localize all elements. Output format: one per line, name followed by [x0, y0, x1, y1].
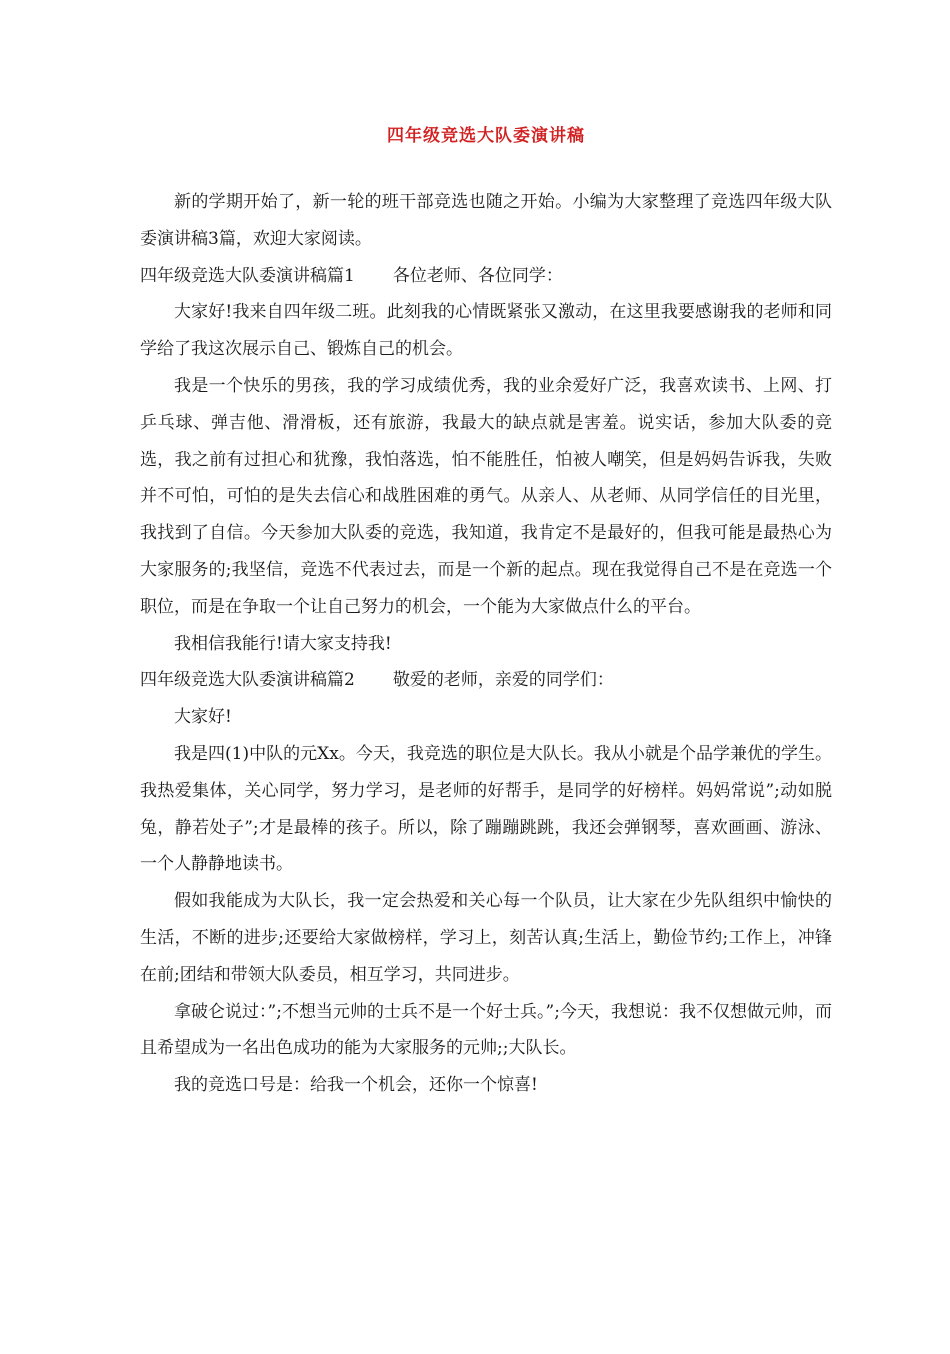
speech2-heading: 四年级竞选大队委演讲稿篇2: [140, 670, 355, 691]
speech2-salutation: 敬爱的老师，亲爱的同学们：: [392, 670, 614, 691]
intro-paragraph: 新的学期开始了，新一轮的班干部竞选也随之开始。小编为大家整理了竞选四年级大队委演讲稿3篇，欢迎大家阅读。: [140, 192, 832, 249]
speech1-heading-line: [140, 258, 832, 295]
speech2-paragraph-3: 假如我能成为大队长，我一定会热爱和关心每一个队员，让大家在少先队组织中愉快的生活，不断的进步;还要给大家做榜样，学习上，刻苦认真;生活上，勤俭节约;工作上，冲锋在前;团结和带领大队委员，相互学习，共同进步。: [140, 891, 832, 985]
document-page: [0, 124, 950, 1354]
speech1-paragraph-3: 我相信我能行!请大家支持我!: [174, 633, 392, 654]
speech2-paragraph-2: 我是四(1)中队的元Xx。今天，我竞选的职位是大队长。我从小就是个品学兼优的学生。我热爱集体，关心同学，努力学习，是老师的好帮手，是同学的好榜样。妈妈常说”;动如脱兔，静若处子”;才是最棒的孩子。所以，除了蹦蹦跳跳，我还会弹钢琴，喜欢画画、游泳、一个人静静地读书。: [140, 743, 832, 875]
speech1-heading: 四年级竞选大队委演讲稿篇1: [140, 265, 355, 286]
speech1-paragraph-2: 我是一个快乐的男孩，我的学习成绩优秀，我的业余爱好广泛，我喜欢读书、上网、打乒乓球、弹吉他、滑滑板，还有旅游，我最大的缺点就是害羞。说实话，参加大队委的竞选，我之前有过担心和犹豫，我怕落选，怕不能胜任，怕被人嘲笑，但是妈妈告诉我，失败并不可怕，可怕的是失去信心和战胜困难的勇气。从亲人、从老师、从同学信任的目光里，我找到了自信。今天参加大队委的竞选，我知道，我肯定不是最好的，但我可能是最热心为大家服务的;我坚信，竞选不代表过去，而是一个新的起点。现在我觉得自己不是在竞选一个职位，而是在争取一个让自己努力的机会，一个能为大家做点什么的平台。: [140, 375, 832, 617]
speech1-paragraph-1: 大家好!我来自四年级二班。此刻我的心情既紧张又激动，在这里我要感谢我的老师和同学给了我这次展示自己、锻炼自己的机会。: [140, 302, 832, 360]
speech1-salutation: 各位老师、各位同学：: [392, 265, 563, 286]
document-body: [140, 184, 832, 1104]
speech2-heading-line: [140, 662, 832, 699]
document-title: 四年级竞选大队委演讲稿: [387, 126, 585, 146]
speech2-paragraph-1: 大家好!: [174, 707, 232, 728]
speech2-paragraph-5: 我的竞选口号是：给我一个机会，还你一个惊喜!: [174, 1075, 538, 1096]
speech2-paragraph-4: 拿破仑说过：”;不想当元帅的士兵不是一个好士兵。”;今天，我想说：我不仅想做元帅，而且希望成为一名出色成功的能为大家服务的元帅;;大队长。: [140, 1001, 832, 1059]
